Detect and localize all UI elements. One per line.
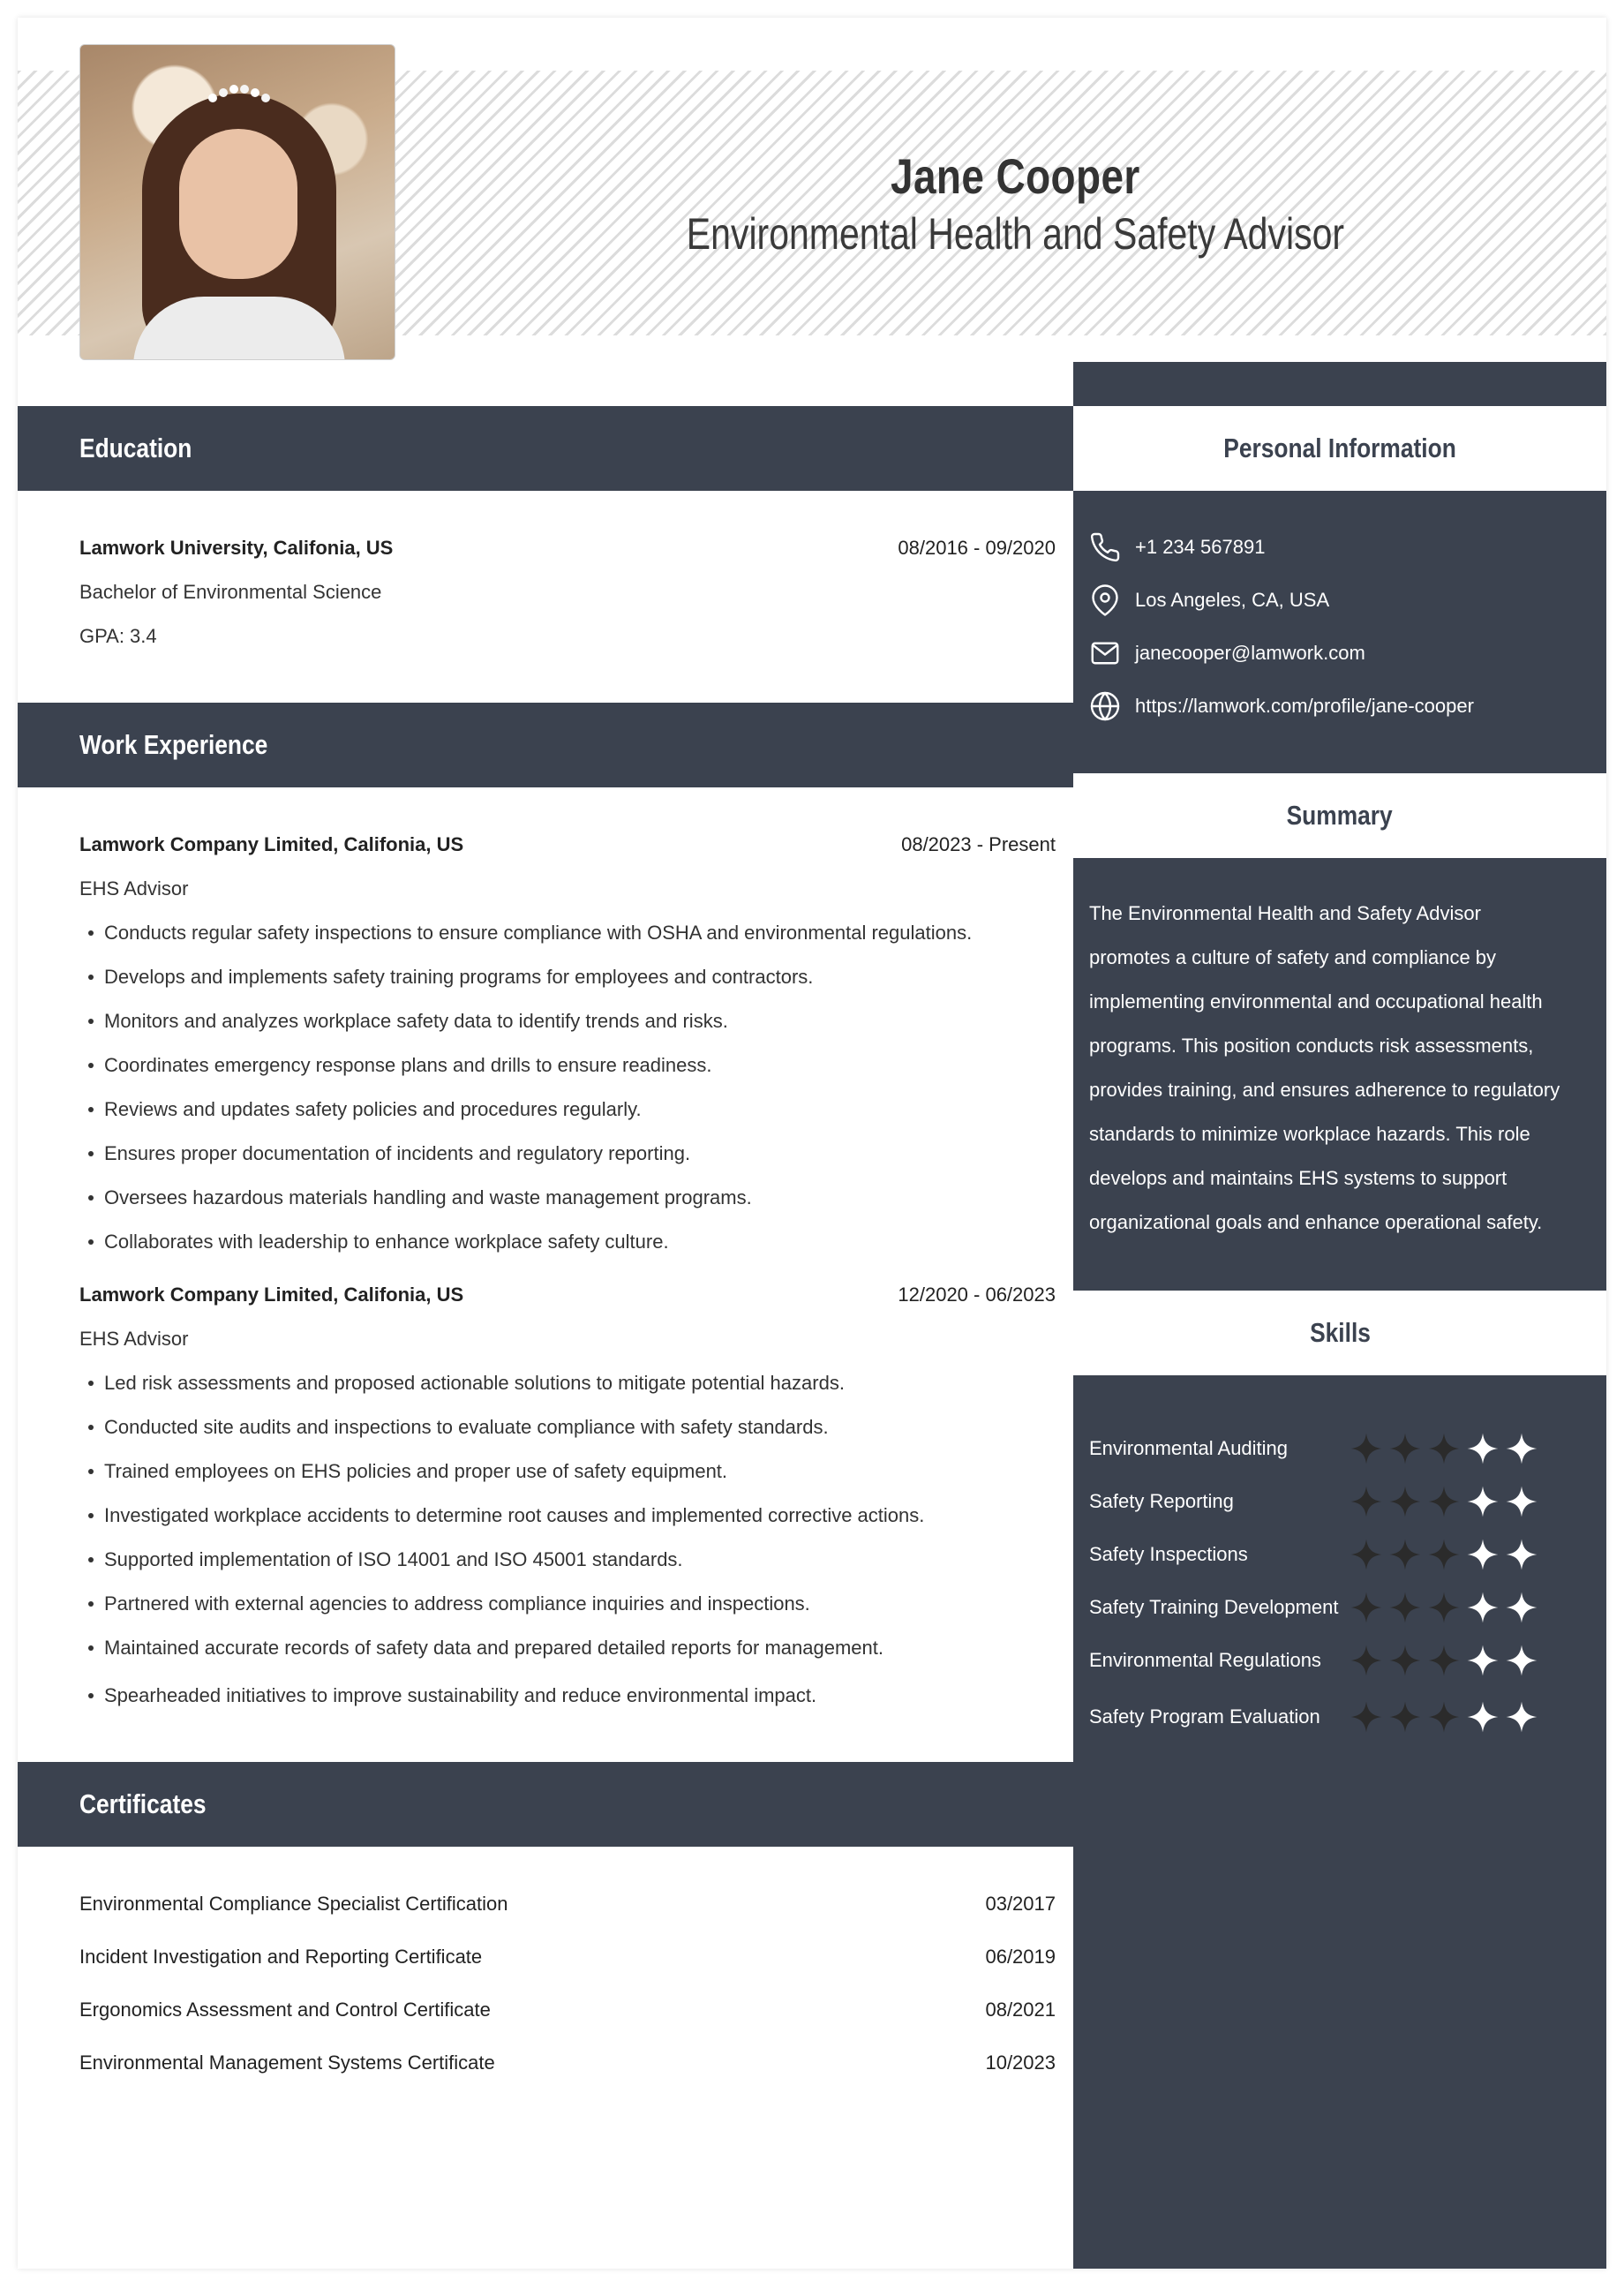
location-text: Los Angeles, CA, USA bbox=[1135, 589, 1330, 611]
summary-line: The Environmental Health and Safety Advisor bbox=[1089, 902, 1481, 924]
skill-name: Safety Program Evaluation bbox=[1089, 1705, 1320, 1728]
skill-name: Environmental Regulations bbox=[1089, 1649, 1321, 1671]
summary-line: provides training, and ensures adherence to regulatory bbox=[1089, 1079, 1560, 1101]
certificate-date: 08/2021 bbox=[985, 1999, 1056, 2021]
company-name: Lamwork Company Limited, Califonia, US bbox=[79, 833, 464, 855]
candidate-name: Jane Cooper bbox=[890, 147, 1140, 204]
summary-text bbox=[1089, 892, 1583, 1245]
phone-text: +1 234 567891 bbox=[1135, 536, 1266, 558]
rating-star-empty-icon bbox=[1466, 1644, 1500, 1677]
rating-star-empty-icon bbox=[1505, 1538, 1538, 1571]
skill-rating bbox=[1350, 1538, 1538, 1571]
header-text bbox=[419, 71, 1606, 335]
summary-line: standards to minimize workplace hazards. This role bbox=[1089, 1123, 1530, 1145]
rating-star-empty-icon bbox=[1466, 1700, 1500, 1734]
skill-row bbox=[1089, 1538, 1583, 1571]
certificate-date: 06/2019 bbox=[985, 1946, 1056, 1968]
skill-rating bbox=[1350, 1485, 1538, 1518]
certificate-name: Incident Investigation and Reporting Certificate bbox=[79, 1946, 483, 1968]
certificate-name: Ergonomics Assessment and Control Certificate bbox=[79, 1999, 491, 2021]
website-row bbox=[1087, 689, 1474, 724]
skill-row bbox=[1089, 1700, 1583, 1734]
work-experience-heading: Work Experience bbox=[18, 703, 1073, 787]
certificate-row bbox=[79, 1999, 1056, 2021]
rating-star-empty-icon bbox=[1505, 1700, 1538, 1734]
job-bullet: Ensures proper documentation of incidents and regulatory reporting. bbox=[104, 1142, 691, 1164]
personal-info-heading: Personal Information bbox=[1073, 406, 1606, 491]
certificate-row bbox=[79, 2051, 1056, 2074]
rating-star-filled-icon bbox=[1350, 1432, 1383, 1465]
certificate-date: 03/2017 bbox=[985, 1893, 1056, 1915]
job-bullet: Trained employees on EHS policies and proper use of safety equipment. bbox=[104, 1460, 728, 1482]
job-role: EHS Advisor bbox=[79, 1328, 189, 1350]
skill-name: Environmental Auditing bbox=[1089, 1437, 1289, 1459]
job-bullet: Maintained accurate records of safety data and prepared detailed reports for management. bbox=[104, 1637, 883, 1659]
location-pin-icon bbox=[1087, 583, 1123, 618]
certificate-name: Environmental Compliance Specialist Certification bbox=[79, 1893, 508, 1915]
skill-rating bbox=[1350, 1644, 1538, 1677]
skill-row bbox=[1089, 1591, 1583, 1624]
certificate-row bbox=[79, 1946, 1056, 1969]
education-entry-header bbox=[79, 537, 1056, 560]
job-bullet: Investigated workplace accidents to determine root causes and implemented corrective actions. bbox=[104, 1504, 925, 1526]
rating-star-filled-icon bbox=[1388, 1485, 1422, 1518]
job-bullet: Collaborates with leadership to enhance workplace safety culture. bbox=[104, 1231, 669, 1253]
website-text[interactable]: https://lamwork.com/profile/jane-cooper bbox=[1135, 695, 1474, 717]
skill-name: Safety Inspections bbox=[1089, 1543, 1248, 1565]
rating-star-filled-icon bbox=[1427, 1432, 1461, 1465]
job-bullet: Supported implementation of ISO 14001 and ISO 45001 standards. bbox=[104, 1548, 683, 1570]
rating-star-filled-icon bbox=[1350, 1700, 1383, 1734]
job-bullet: Conducted site audits and inspections to evaluate compliance with safety standards. bbox=[104, 1416, 829, 1438]
phone-icon bbox=[1087, 530, 1123, 565]
job-bullet: Monitors and analyzes workplace safety data to identify trends and risks. bbox=[104, 1010, 728, 1032]
summary-line: organizational goals and enhance operational safety. bbox=[1089, 1211, 1543, 1233]
profile-photo bbox=[79, 44, 395, 360]
rating-star-filled-icon bbox=[1427, 1644, 1461, 1677]
gpa: GPA: 3.4 bbox=[79, 625, 157, 647]
globe-icon bbox=[1087, 689, 1123, 724]
skill-rating bbox=[1350, 1432, 1538, 1465]
rating-star-filled-icon bbox=[1427, 1591, 1461, 1624]
job-dates: 08/2023 - Present bbox=[901, 833, 1056, 855]
job-dates: 12/2020 - 06/2023 bbox=[898, 1284, 1056, 1306]
rating-star-empty-icon bbox=[1466, 1485, 1500, 1518]
summary-line: programs. This position conducts risk assessments, bbox=[1089, 1035, 1534, 1057]
skill-rating bbox=[1350, 1700, 1538, 1734]
rating-star-filled-icon bbox=[1427, 1700, 1461, 1734]
certificate-name: Environmental Management Systems Certificate bbox=[79, 2051, 495, 2074]
job-bullet: Partnered with external agencies to address compliance inquiries and inspections. bbox=[104, 1592, 810, 1615]
certificate-date: 10/2023 bbox=[985, 2051, 1056, 2074]
phone-row bbox=[1087, 530, 1265, 565]
skill-name: Safety Training Development bbox=[1089, 1596, 1339, 1618]
company-name: Lamwork Company Limited, Califonia, US bbox=[79, 1284, 464, 1306]
summary-line: implementing environmental and occupational health bbox=[1089, 990, 1543, 1013]
skills-heading: Skills bbox=[1073, 1291, 1606, 1375]
rating-star-empty-icon bbox=[1505, 1591, 1538, 1624]
resume-page bbox=[18, 18, 1606, 2269]
job-bullet: Reviews and updates safety policies and procedures regularly. bbox=[104, 1098, 642, 1120]
rating-star-empty-icon bbox=[1466, 1538, 1500, 1571]
rating-star-empty-icon bbox=[1505, 1644, 1538, 1677]
certificates-heading: Certificates bbox=[18, 1762, 1073, 1847]
rating-star-empty-icon bbox=[1505, 1432, 1538, 1465]
job-role: EHS Advisor bbox=[79, 877, 189, 900]
skill-rating bbox=[1350, 1591, 1538, 1624]
certificate-row bbox=[79, 1893, 1056, 1916]
degree: Bachelor of Environmental Science bbox=[79, 581, 382, 603]
summary-line: develops and maintains EHS systems to support bbox=[1089, 1167, 1507, 1189]
email-text[interactable]: janecooper@lamwork.com bbox=[1135, 642, 1365, 664]
skill-row bbox=[1089, 1485, 1583, 1518]
job-header bbox=[79, 1284, 1056, 1306]
rating-star-filled-icon bbox=[1388, 1432, 1422, 1465]
job-header bbox=[79, 833, 1056, 856]
rating-star-filled-icon bbox=[1350, 1644, 1383, 1677]
envelope-icon bbox=[1087, 636, 1123, 671]
job-bullet: Develops and implements safety training programs for employees and contractors. bbox=[104, 966, 814, 988]
rating-star-filled-icon bbox=[1388, 1591, 1422, 1624]
skill-name: Safety Reporting bbox=[1089, 1490, 1234, 1512]
rating-star-filled-icon bbox=[1350, 1591, 1383, 1624]
education-heading: Education bbox=[18, 406, 1073, 491]
rating-star-filled-icon bbox=[1427, 1538, 1461, 1571]
rating-star-empty-icon bbox=[1466, 1591, 1500, 1624]
skill-row bbox=[1089, 1432, 1583, 1465]
job-bullet: Led risk assessments and proposed actionable solutions to mitigate potential hazards. bbox=[104, 1372, 845, 1394]
rating-star-filled-icon bbox=[1388, 1644, 1422, 1677]
summary-heading: Summary bbox=[1073, 773, 1606, 858]
job-bullet: Conducts regular safety inspections to ensure compliance with OSHA and environmental regulations. bbox=[104, 922, 973, 944]
candidate-title: Environmental Health and Safety Advisor bbox=[686, 208, 1344, 259]
skill-row bbox=[1089, 1644, 1583, 1677]
rating-star-filled-icon bbox=[1388, 1700, 1422, 1734]
school-name: Lamwork University, Califonia, US bbox=[79, 537, 394, 559]
rating-star-empty-icon bbox=[1505, 1485, 1538, 1518]
job-bullet: Spearheaded initiatives to improve sustainability and reduce environmental impact. bbox=[104, 1684, 817, 1706]
rating-star-filled-icon bbox=[1350, 1538, 1383, 1571]
rating-star-filled-icon bbox=[1350, 1485, 1383, 1518]
rating-star-empty-icon bbox=[1466, 1432, 1500, 1465]
education-dates: 08/2016 - 09/2020 bbox=[898, 537, 1056, 559]
email-row bbox=[1087, 636, 1365, 671]
job-bullet: Coordinates emergency response plans and drills to ensure readiness. bbox=[104, 1054, 712, 1076]
summary-line: promotes a culture of safety and compliance by bbox=[1089, 946, 1497, 968]
rating-star-filled-icon bbox=[1427, 1485, 1461, 1518]
location-row bbox=[1087, 583, 1329, 618]
job-bullet: Oversees hazardous materials handling and waste management programs. bbox=[104, 1186, 752, 1208]
rating-star-filled-icon bbox=[1388, 1538, 1422, 1571]
